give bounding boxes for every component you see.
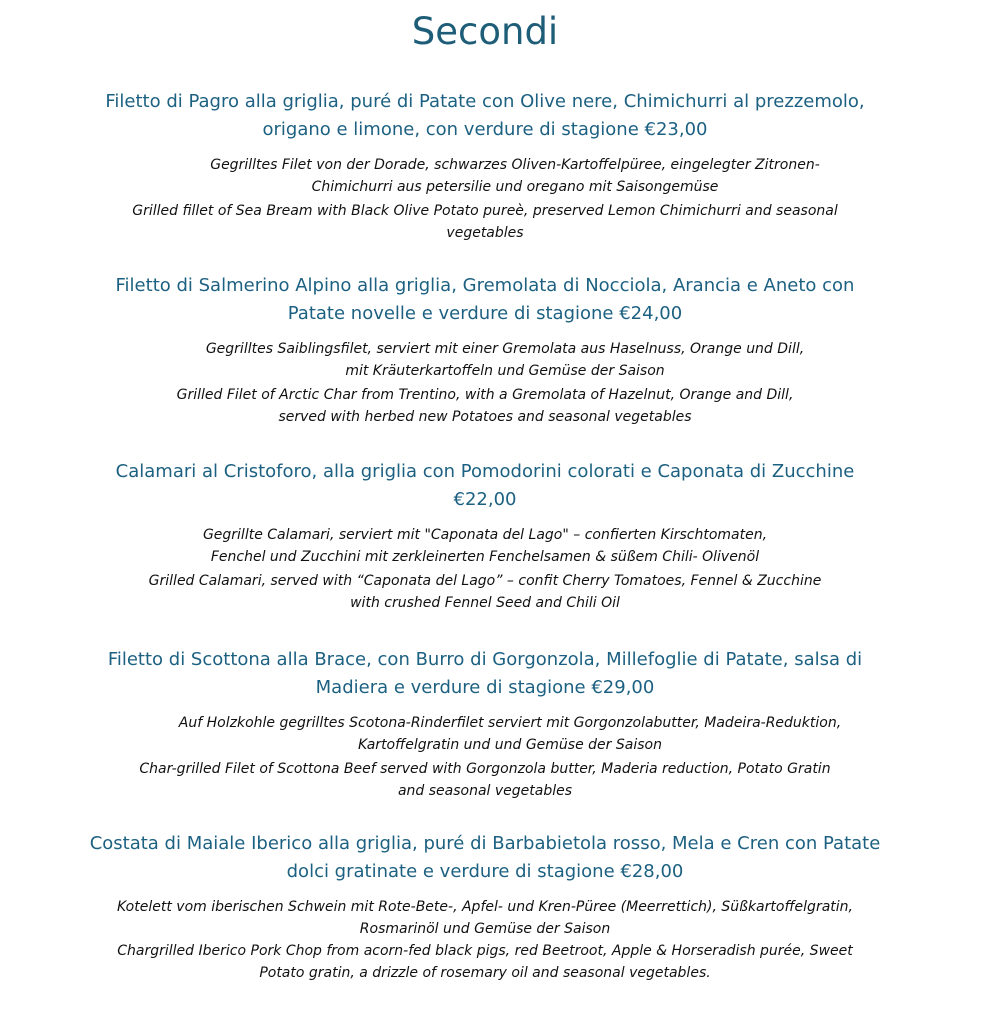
dish-description-de: Fenchel und Zucchini mit zerkleinerten Fenchelsamen & süßem Chili- Olivenöl [210,549,760,565]
dish-description-de: Gegrillte Calamari, serviert mit "Caponata del Lago" – confierten Kirschtomaten, [202,527,768,543]
dish-name-line-price: dolci gratinate e verdure di stagione €28,00 [286,861,684,882]
dish-description-de: Auf Holzkohle gegrilltes Scotona-Rinderfilet serviert mit Gorgonzolabutter, Madeira-Reduktion, [178,715,842,731]
dish-name-line: Calamari al Cristoforo, alla griglia con Pomodorini colorati e Caponata di Zucchine [115,461,855,482]
dish-item [0,646,970,802]
dish-name-line: Filetto di Pagro alla griglia, puré di Patate con Olive nere, Chimichurri al prezzemolo, [105,91,865,112]
dish-description-de: Kotelett vom iberischen Schwein mit Rote-Bete-, Apfel- und Kren-Püree (Meerrettich), Süßkartoffelgratin, [117,899,853,915]
dish-name-line-price: Madiera e verdure di stagione €29,00 [315,677,655,698]
dish-description-de: Rosmarinöl und Gemüse der Saison [359,921,611,937]
dish-description-de: Gegrilltes Filet von der Dorade, schwarzes Oliven-Kartoffelpüree, eingelegter Zitronen- [210,157,820,173]
dish-description-de: mit Kräuterkartoffeln und Gemüse der Saison [345,363,665,379]
dish-name-line: Costata di Maiale Iberico alla griglia, puré di Barbabietola rosso, Mela e Cren con Patate [89,833,881,854]
dish-description-en: with crushed Fennel Seed and Chili Oil [350,595,620,611]
dish-description-en: Chargrilled Iberico Pork Chop from acorn-fed black pigs, red Beetroot, Apple & Horseradish purée, Sweet [117,943,853,959]
dish-item [0,458,970,614]
dish-description-de: Chimichurri aus petersilie und oregano mit Saisongemüse [311,179,719,195]
dish-item [0,272,970,428]
dish-description-en: Potato gratin, a drizzle of rosemary oil and seasonal vegetables. [259,965,711,981]
dish-description-de: Kartoffelgratin und und Gemüse der Saison [358,737,662,753]
dish-item [0,88,970,244]
dish-name-line-price: origano e limone, con verdure di stagione €23,00 [262,119,708,140]
dish-description-en: and seasonal vegetables [397,783,573,799]
dish-description-en: vegetables [446,225,524,241]
dish-description-en: Grilled fillet of Sea Bream with Black Olive Potato pureè, preserved Lemon Chimichurri and seasonal [132,203,838,219]
dish-name-line: Filetto di Scottona alla Brace, con Burro di Gorgonzola, Millefoglie di Patate, salsa di [107,649,863,670]
section-title: Secondi [411,10,559,53]
dish-description-en: served with herbed new Potatoes and seasonal vegetables [278,409,692,425]
dish-description-en: Grilled Calamari, served with “Caponata del Lago” – confit Cherry Tomatoes, Fennel & Zucchine [148,573,822,589]
dish-name-line-price: €22,00 [453,489,517,510]
dish-description-en: Grilled Filet of Arctic Char from Trentino, with a Gremolata of Hazelnut, Orange and Dill, [176,387,794,403]
dish-description-en: Char-grilled Filet of Scottona Beef served with Gorgonzola butter, Maderia reduction, Potato Gratin [139,761,831,777]
dish-name-line: Filetto di Salmerino Alpino alla griglia, Gremolata di Nocciola, Arancia e Aneto con [115,275,855,296]
dish-name-line-price: Patate novelle e verdure di stagione €24,00 [287,303,683,324]
dish-item [0,830,970,984]
dish-description-de: Gegrilltes Saiblingsfilet, serviert mit einer Gremolata aus Haselnuss, Orange und Dill, [205,341,805,357]
